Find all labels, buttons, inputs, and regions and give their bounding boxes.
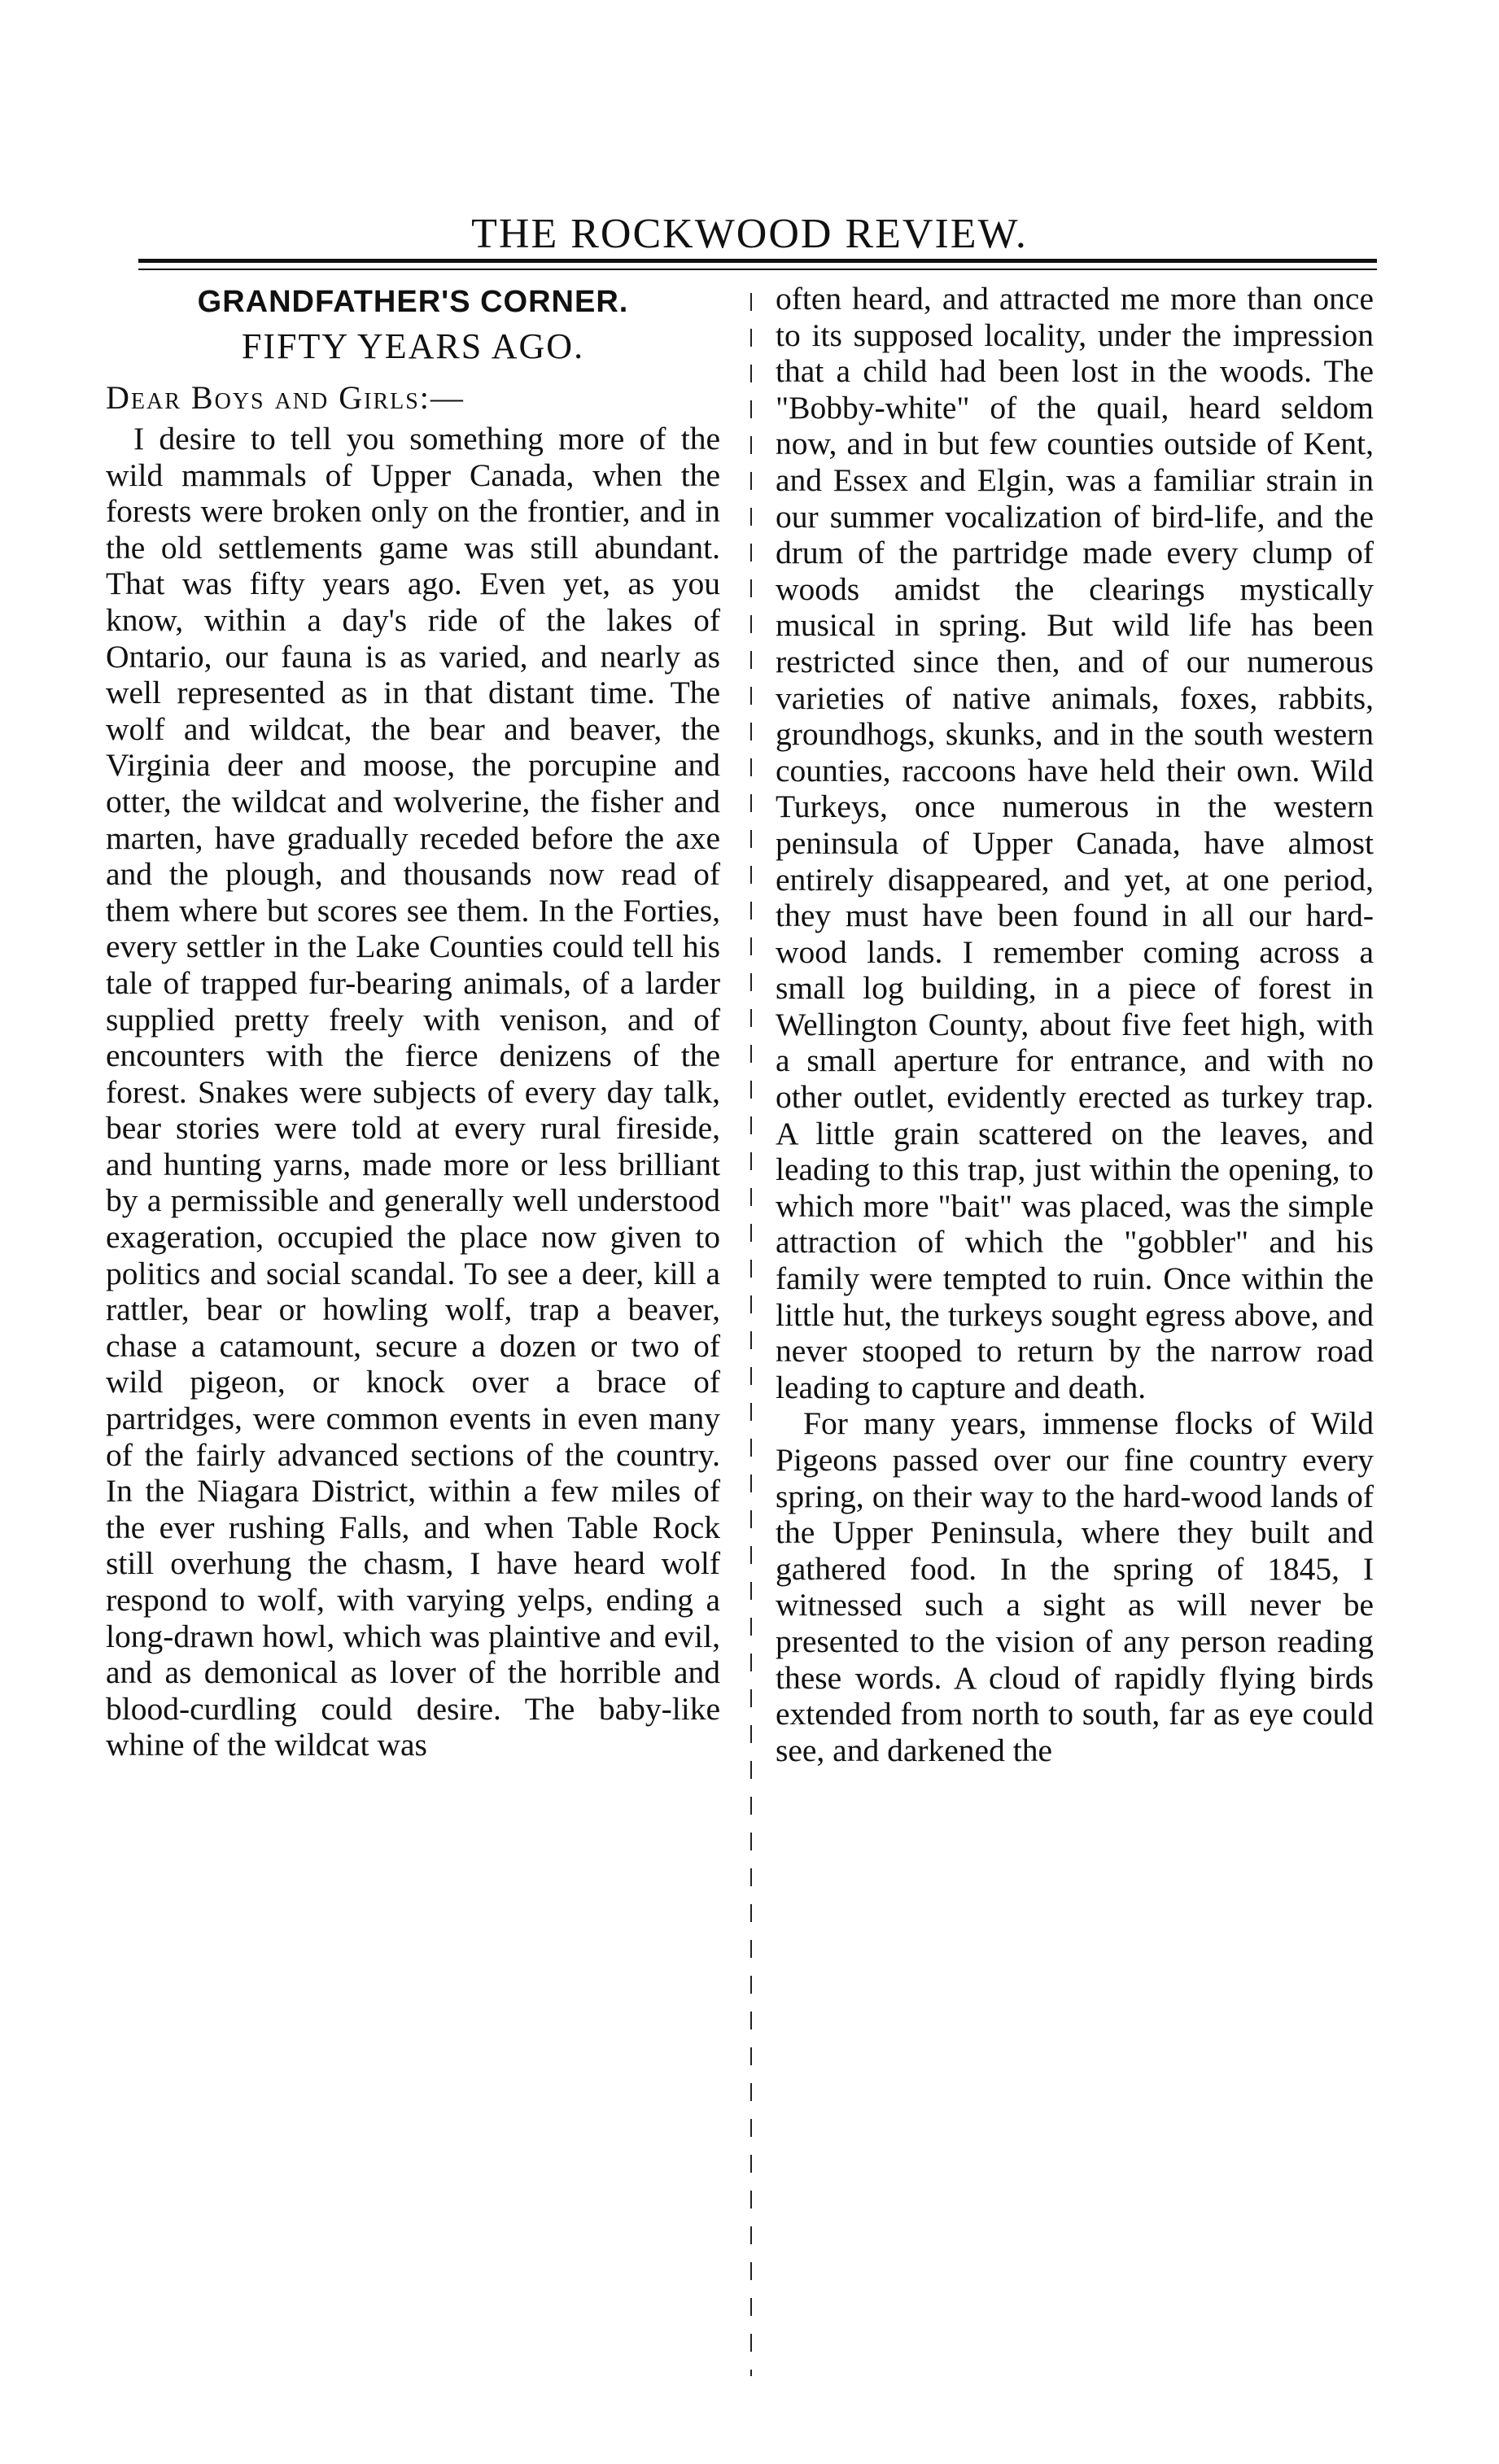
header-rule-thin xyxy=(138,269,1377,270)
article-subheading: FIFTY YEARS AGO. xyxy=(241,326,585,366)
paragraph-1-part-a: I desire to tell you something more of the wild mammals of Upper Canada, when the forests were broken only on the frontier, and in the old settlements game was still abundant. That was fifty years ago. Even yet, as you know, within a day's ride of the lakes of Ontario, our fauna is as varied, and nearly as well represented as in that distant time. The wolf and wildcat, the bear and beaver, the Virginia deer and moose, the porcupine and otter, the wildcat and wolverine, the fisher and marten, have gradually receded before the axe and the plough, and thousands now read of them where but scores see them. In the Forties, every settler in the Lake Counties could tell his tale of trapped fur-bearing animals, of a larder supplied pretty freely with venison, and of encounters with the fierce denizens of the forest. Snakes were subjects of every day talk, bear stories were told at every rural fireside, and hunting yarns, made more or less brilliant by a permissible and generally well understood exageration, occupied the place now given to politics and social scandal. To see a deer, kill a rattler, bear or howling wolf, trap a beaver, chase a catamount, secure a dozen or two of wild pigeon, or knock over a brace of partridges, were common events in even many of the fairly advanced sections of the country. In the Niagara District, within a few miles of the ever rushing Falls, and when Table Rock still overhung the chasm, I have heard wolf respond to wolf, with varying yelps, ending a long-drawn howl, which was plaintive and evil, and as demonical as lover of the horrible and blood-curdling could desire. The baby-like whine of the wildcat was xyxy=(106,421,720,1763)
running-title: THE ROCKWOOD REVIEW. xyxy=(471,211,1028,257)
column-divider xyxy=(750,293,752,2376)
paragraph-2: For many years, immense flocks of Wild Pigeons passed over our fine country every spring, on their way to the hard-wood lands of the Upper Peninsula, where they built and gathered food. In the spring of 1845, I witnessed such a sight as will never be presented to the vision of any person reading these words. A cloud of rapidly flying birds extended from north to south, far as eye could see, and darkened the xyxy=(776,1405,1374,1768)
paragraph-1-part-b: often heard, and attracted me more than once to its supposed locality, under the impression that a child had been lost in the woods. The "Bobby-white" of the quail, heard seldom now, and in but few counties outside of Kent, and Essex and Elgin, was a familiar strain in our summer vocalization of bird-life, and the drum of the partridge made every clump of woods amidst the clearings mystically musical in spring. But wild life has been restricted since then, and of our numerous varieties of native animals, foxes, rabbits, groundhogs, skunks, and in the south western counties, raccoons have held their own. Wild Turkeys, once numerous in the western peninsula of Upper Canada, have almost entirely disappeared, and yet, at one period, they must have been found in all our hard-wood lands. I remember coming across a small log building, in a piece of forest in Wellington County, about five feet high, with a small aperture for entrance, and with no other outlet, evidently erected as turkey trap. A little grain scattered on the leaves, and leading to this trap, just within the opening, to which more "bait" was placed, was the simple attraction of which the "gobbler" and his family were tempted to ruin. Once within the little hut, the turkeys sought egress above, and never stooped to return by the narrow road leading to capture and death. xyxy=(776,281,1374,1405)
article-heading: GRANDFATHER'S CORNER. xyxy=(197,285,629,319)
header-rule-thick xyxy=(138,259,1377,263)
left-column xyxy=(106,281,720,1763)
right-column xyxy=(776,281,1374,1768)
salutation: Dear Boys and Girls:— xyxy=(106,379,465,416)
